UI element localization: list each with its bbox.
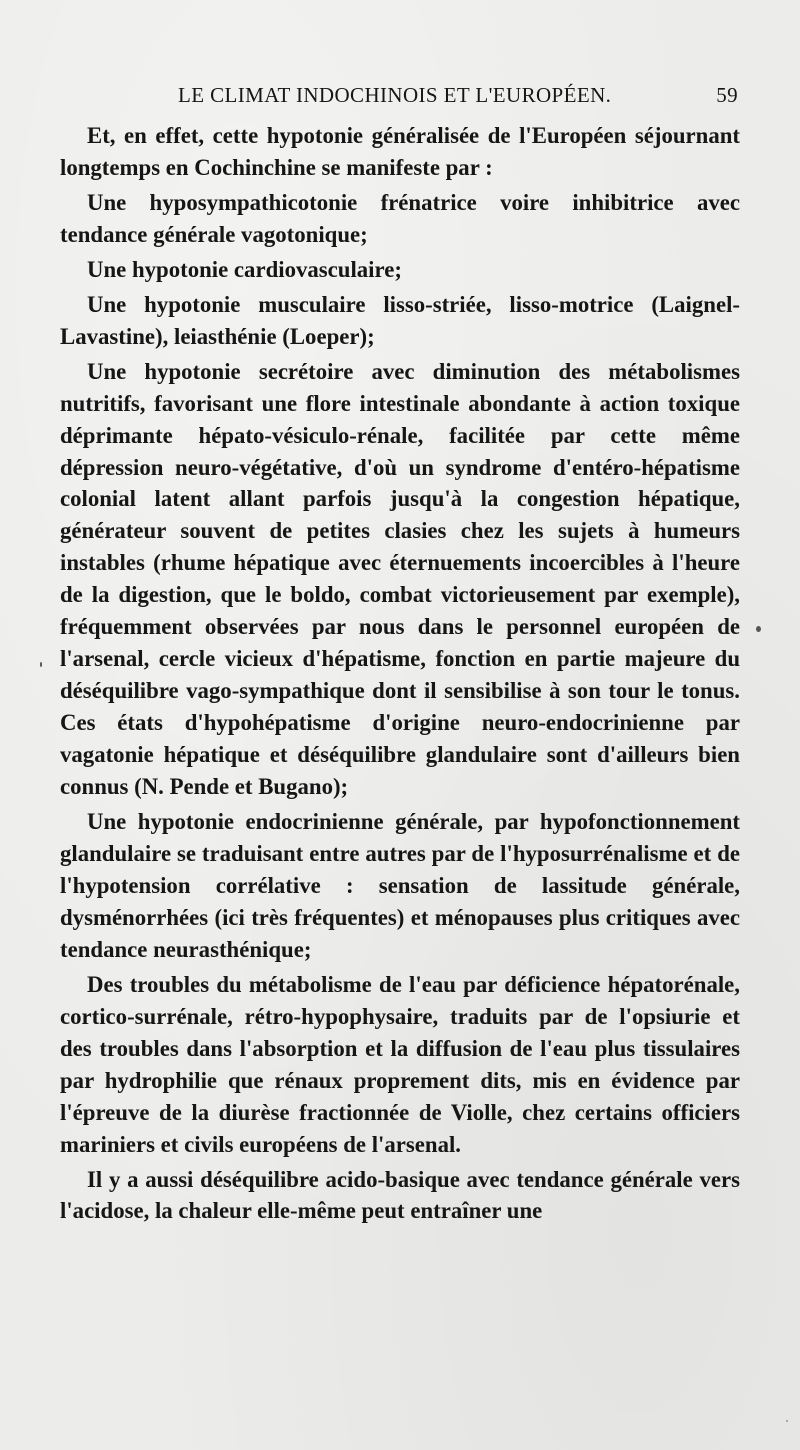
ink-speck xyxy=(756,626,761,632)
paragraph: Une hypotonie endocrinienne générale, par hypofonctionnement glandulaire se traduisant entre autres par de l'hyposurrénalisme et de l'hypotension corrélative : sensation de lassitude générale, dysménorrhées (ici très fréquentes) et ménopauses plus critiques avec tendance neurasthénique; xyxy=(60,809,740,962)
body-text xyxy=(60,120,740,1230)
page-number: 59 xyxy=(716,83,738,107)
paragraph: Il y a aussi déséquilibre acido-basique avec tendance générale vers l'acidose, la chaleur elle-même peut entraîner une xyxy=(60,1166,740,1224)
paragraph: Des troubles du métabolisme de l'eau par déficience hépatorénale, cortico-surrénale, rétro-hypophysaire, traduits par de l'opsiurie et des troubles dans l'absorption et la diffusion de l'eau plus tissulaires par hydrophilie que rénaux proprement dits, mis en évidence par l'épreuve de la diurèse fractionnée de Violle, chez certains officiers mariniers et civils européens de l'arsenal. xyxy=(60,971,740,1157)
running-head xyxy=(178,80,738,110)
paragraph: Une hypotonie secrétoire avec diminution des métabolismes nutritifs, favorisant une flore intestinale abondante à action toxique déprimante hépato-vésiculo-rénale, facilitée par cette même dépression neuro-végétative, d'où un syndrome d'entéro-hépatisme colonial latent allant parfois jusqu'à la congestion hépatique, générateur souvent de petites clasies chez les sujets à humeurs instables (rhume hépatique avec éternuements incoercibles à l'heure de la digestion, que le boldo, combat victorieusement par exemple), fréquemment observées par nous dans le personnel européen de l'arsenal, cercle vicieux d'hépatisme, fonction en partie majeure du déséquilibre vago-sympathique dont il sensibilise à son tour le tonus. Ces états d'hypohépatisme d'origine neuro-endocrinienne par vagatonie hépatique et déséquilibre glandulaire sont d'ailleurs bien connus (N. Pende et Bugano); xyxy=(60,358,740,800)
paragraph: Une hypotonie cardiovasculaire; xyxy=(87,256,402,282)
ink-speck xyxy=(786,1420,788,1422)
paragraph: Une hyposympathicotonie frénatrice voire inhibitrice avec tendance générale vagotonique; xyxy=(60,189,740,247)
running-title: LE CLIMAT INDOCHINOIS ET L'EUROPÉEN. xyxy=(178,83,612,107)
paragraph: Et, en effet, cette hypotonie généralisée de l'Européen séjournant longtemps en Cochinchine se manifeste par : xyxy=(60,123,740,180)
paragraph: Une hypotonie musculaire lisso-striée, lisso-motrice (Laignel-Lavastine), leiasthénie (Loeper); xyxy=(60,291,740,349)
ink-speck xyxy=(40,662,42,667)
